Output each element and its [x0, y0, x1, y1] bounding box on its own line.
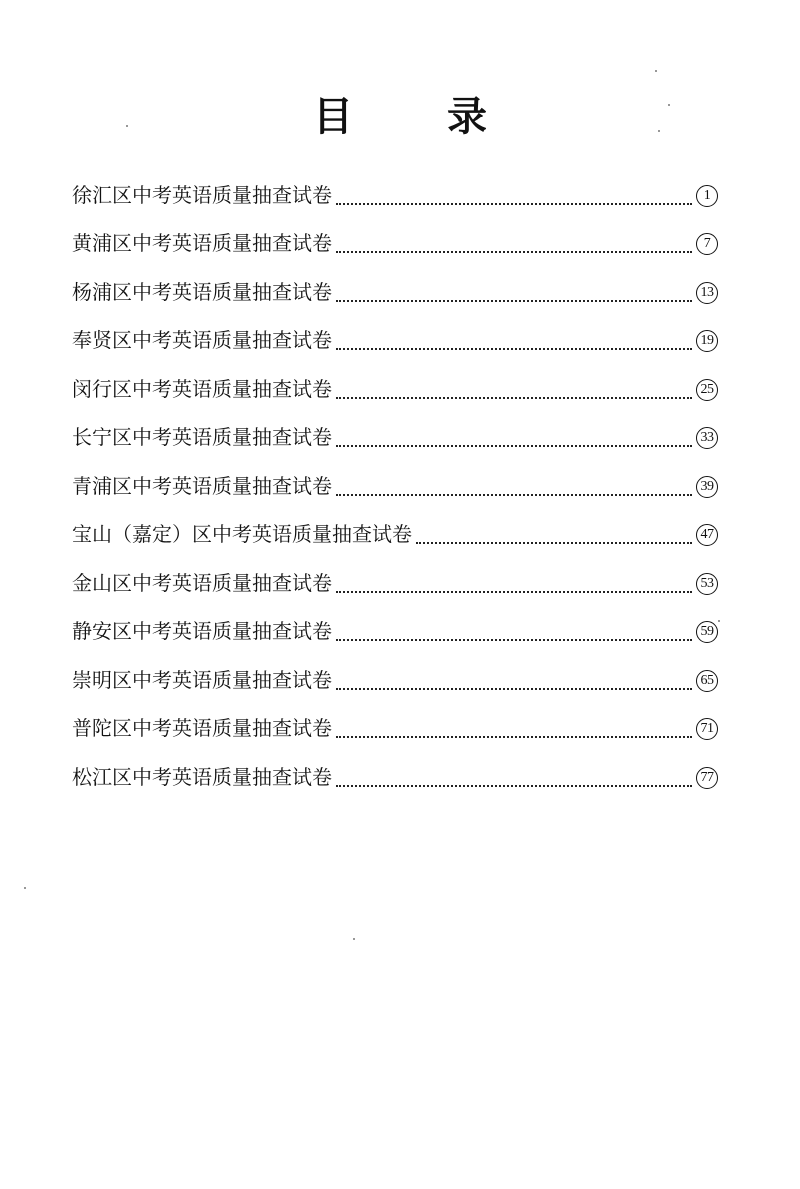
toc-page-number: 13 [696, 282, 718, 304]
toc-entry-title: 普陀区中考英语质量抽查试卷 [72, 716, 332, 740]
page-title-char-2: 录 [446, 93, 487, 140]
toc-entry-title: 徐汇区中考英语质量抽查试卷 [72, 182, 332, 207]
scan-speck [658, 130, 660, 132]
toc-entry-title: 闵行区中考英语质量抽查试卷 [72, 376, 332, 401]
toc-entry-title: 松江区中考英语质量抽查试卷 [72, 764, 332, 789]
toc-page-number: 77 [696, 767, 718, 789]
toc-page-number: 59 [696, 621, 718, 643]
toc-entry[interactable] [72, 558, 718, 607]
toc-page-number: 71 [696, 718, 718, 740]
toc-entry-title: 奉贤区中考英语质量抽查试卷 [72, 328, 332, 352]
toc-entry-title: 金山区中考英语质量抽查试卷 [72, 570, 332, 595]
toc-leader-dots [336, 785, 692, 787]
toc-entry[interactable] [72, 413, 718, 462]
toc-leader-dots [336, 736, 692, 738]
toc-leader-dots [336, 348, 692, 350]
toc-entry[interactable] [72, 219, 718, 268]
toc-page-number: 65 [696, 670, 718, 692]
toc-entry-title: 黄浦区中考英语质量抽查试卷 [72, 231, 332, 255]
scan-speck [655, 70, 657, 72]
toc-leader-dots [336, 203, 692, 205]
page-title [0, 89, 800, 145]
toc-entry[interactable] [72, 170, 718, 219]
toc-entry-title: 杨浦区中考英语质量抽查试卷 [72, 279, 332, 304]
toc-entry[interactable] [72, 607, 718, 656]
toc-entry-title: 青浦区中考英语质量抽查试卷 [72, 473, 332, 498]
toc-leader-dots [336, 591, 692, 593]
toc-leader-dots [336, 639, 692, 641]
toc-entry-title: 崇明区中考英语质量抽查试卷 [72, 667, 332, 692]
scan-speck [668, 104, 670, 106]
toc-entry[interactable] [72, 461, 718, 510]
toc-leader-dots [336, 445, 692, 447]
toc-leader-dots [416, 542, 692, 544]
toc-page-number: 39 [696, 476, 718, 498]
toc-entry[interactable] [72, 267, 718, 316]
toc-page-number: 7 [696, 233, 718, 255]
table-of-contents [72, 170, 718, 801]
page-title-char-1: 目 [313, 93, 354, 140]
toc-entry[interactable] [72, 316, 718, 365]
toc-page-number: 25 [696, 379, 718, 401]
toc-entry[interactable] [72, 510, 718, 559]
toc-leader-dots [336, 300, 692, 302]
toc-entry-title: 宝山（嘉定）区中考英语质量抽查试卷 [72, 522, 412, 546]
toc-page-number: 19 [696, 330, 718, 352]
toc-entry-title: 静安区中考英语质量抽查试卷 [72, 619, 332, 643]
toc-leader-dots [336, 494, 692, 496]
scan-speck [126, 125, 128, 127]
toc-leader-dots [336, 688, 692, 690]
scan-speck [24, 887, 26, 889]
toc-entry[interactable] [72, 364, 718, 413]
toc-page-number: 1 [696, 185, 718, 207]
toc-page-number: 53 [696, 573, 718, 595]
toc-page-number: 47 [696, 524, 718, 546]
toc-entry[interactable] [72, 704, 718, 753]
toc-entry[interactable] [72, 655, 718, 704]
scan-speck [353, 938, 355, 940]
toc-entry[interactable] [72, 752, 718, 801]
toc-leader-dots [336, 251, 692, 253]
toc-entry-title: 长宁区中考英语质量抽查试卷 [72, 425, 332, 449]
toc-leader-dots [336, 397, 692, 399]
toc-page-number: 33 [696, 427, 718, 449]
scan-speck [718, 620, 720, 622]
